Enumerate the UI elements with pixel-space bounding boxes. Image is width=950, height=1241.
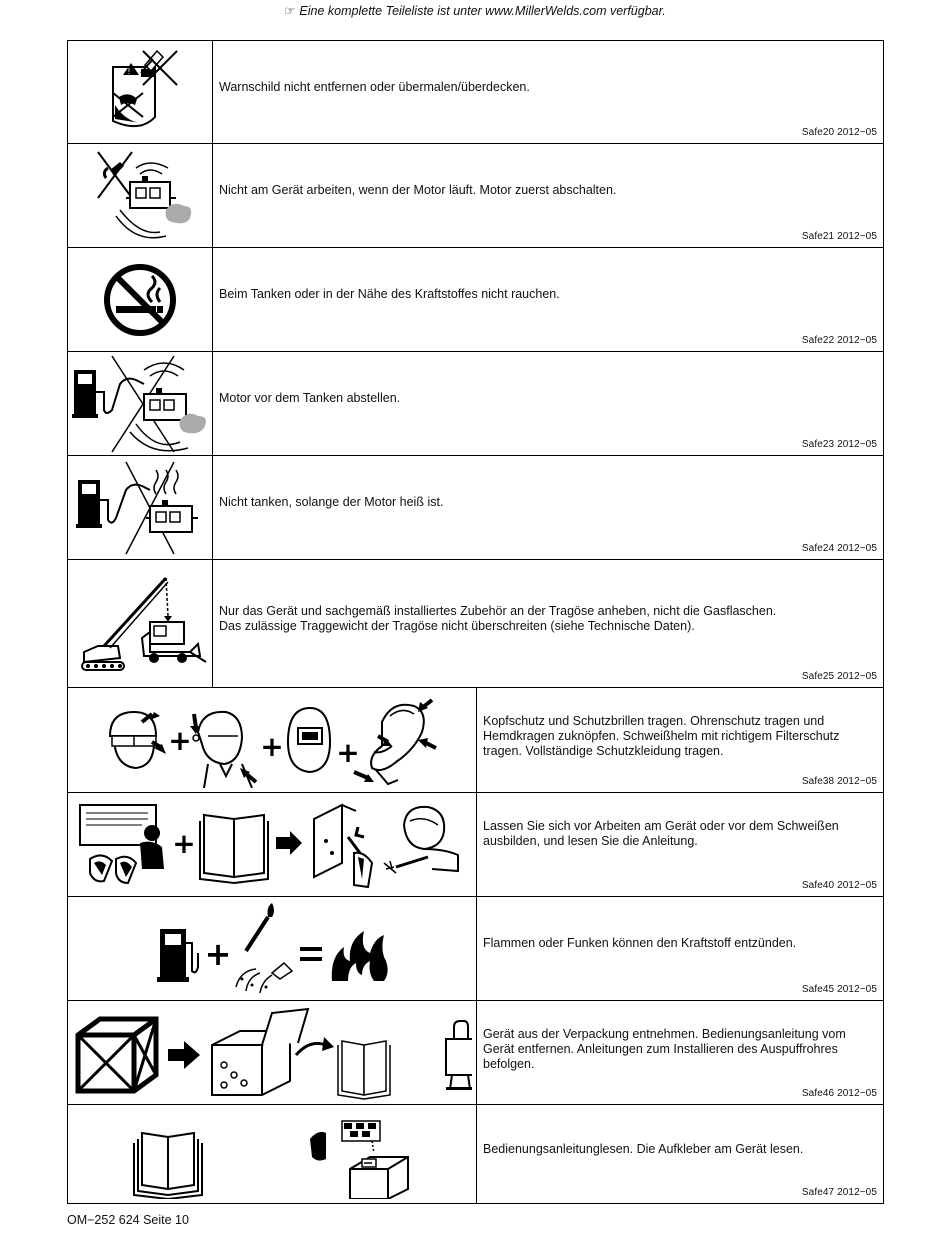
safety-text: Nicht am Gerät arbeiten, wenn der Motor läuft. Motor zuerst abschalten. [219,183,617,197]
safety-text: Nicht tanken, solange der Motor heiß ist. [219,495,444,509]
safety-text: Flammen oder Funken können den Kraftstoff entzünden. [483,936,797,950]
safety-pictogram [68,41,213,143]
flames-sparks-ignite-fuel-icon [152,901,392,997]
safety-row-safe22 [67,247,884,352]
safety-row-safe23 [67,351,884,456]
svg-text:+: + [168,724,192,757]
page-header [0,3,950,18]
page-footer: OM−252 624 Seite 10 [67,1213,189,1227]
safety-text-line-2: Das zulässige Traggewicht der Tragöse nicht überschreiten (siehe Technische Daten). [219,618,695,633]
safety-text: Gerät aus der Verpackung entnehmen. Bedienungsanleitung vom Gerät entfernen. Anleitungen zum Installieren des Auspuffrohres befolgen. [483,1027,846,1071]
safety-row-safe38 [67,687,884,793]
safety-code: Safe38 2012−05 [801,776,877,787]
safety-code: Safe40 2012−05 [801,880,877,891]
unpack-install-exhaust-icon [72,1005,472,1101]
no-smoking-icon [100,260,180,340]
protective-equipment-icon [92,692,452,788]
safety-row-safe47 [67,1104,884,1204]
safety-row-safe45 [67,896,884,1001]
safety-pictogram [68,456,213,559]
safety-pictogram [68,144,213,247]
read-manual-labels-icon [122,1109,422,1199]
safety-code: Safe21 2012−05 [801,231,877,242]
safety-text: Warnschild nicht entfernen oder übermalen/überdecken. [219,79,530,94]
no-remove-label-icon [95,47,185,137]
svg-text:!: ! [127,67,131,76]
safety-pictogram [68,688,477,792]
safety-row-safe40 [67,792,884,897]
safety-code: Safe22 2012−05 [801,335,877,346]
safety-pictogram [68,1001,477,1104]
training-read-manual-icon [72,797,472,893]
safety-code: Safe20 2012−05 [801,127,877,138]
safety-pictogram [68,248,213,351]
safety-code: Safe24 2012−05 [801,543,877,554]
safety-pictogram [68,1105,477,1203]
safety-pictogram [68,793,477,896]
safety-code: Safe25 2012−05 [801,671,877,682]
safety-row-safe25 [67,559,884,688]
safety-text: Motor vor dem Tanken abstellen. [219,391,401,405]
safety-pictogram [68,560,213,687]
stop-engine-before-fueling-icon [70,354,210,454]
safety-row-safe24 [67,455,884,560]
svg-text:+: + [260,730,284,763]
safety-text: Beim Tanken oder in der Nähe des Kraftstoffes nicht rauchen. [219,287,560,301]
safety-code: Safe47 2012−05 [801,1187,877,1198]
safety-pictogram [68,352,213,455]
crane-lifting-icon [70,566,210,681]
pointing-hand-icon: ☞ [284,4,296,18]
no-fueling-hot-engine-icon [70,458,210,558]
svg-text:+: + [204,934,232,973]
safety-row-safe21 [67,143,884,248]
header-text: Eine komplette Teileliste ist unter www.MillerWelds.com verfügbar. [299,4,666,18]
safety-row-safe20 [67,40,884,144]
safety-pictogram [68,897,477,1000]
safety-code: Safe45 2012−05 [801,984,877,995]
safety-text: Lassen Sie sich vor Arbeiten am Gerät oder vor dem Schweißen ausbilden, und lesen Sie die Anleitung. [483,819,839,848]
safety-code: Safe46 2012−05 [801,1088,877,1099]
svg-text:+: + [336,736,360,769]
safety-text: Bedienungsanleitunglesen. Die Aufkleber am Gerät lesen. [483,1141,804,1156]
safety-code: Safe23 2012−05 [801,439,877,450]
safety-text: Nur das Gerät und sachgemäß installiertes Zubehör an der Tragöse anheben, nicht die Gasflaschen. [219,603,777,618]
engine-running-no-work-icon [80,148,200,243]
safety-row-safe46 [67,1000,884,1105]
safety-text: Kopfschutz und Schutzbrillen tragen. Ohrenschutz tragen und Hemdkragen zuknöpfen. Schweißhelm mit richtigem Filterschutz tragen. Vollständige Schutzkleidung tragen. [483,714,840,758]
svg-text:+: + [172,826,196,860]
